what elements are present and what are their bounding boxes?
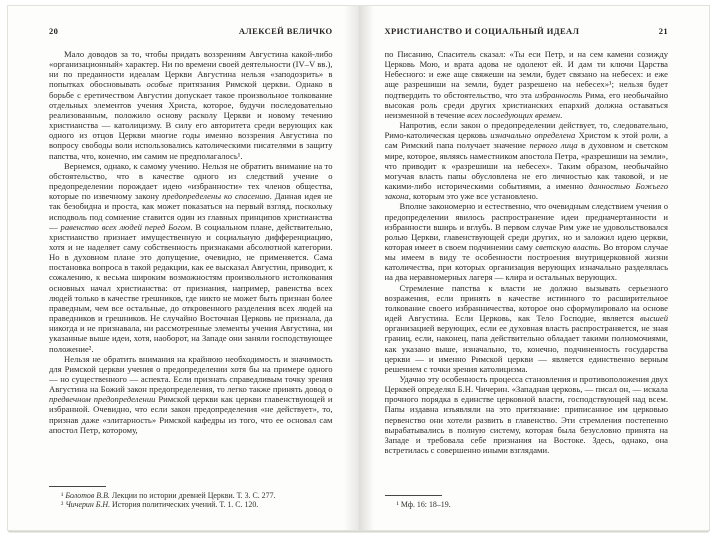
footnote xyxy=(49,491,333,501)
text-run: в духовном и светском мире, которое, являясь наместником апостола Петра, «разрешиши на земли», что приводит к «разрешиши на небесех». Таким образом, необычайно могучая власть папы обусловлена не его личностью как таковой, и не какими-либо историческими событиями, а именно xyxy=(384,140,668,192)
text-run: изначально определена xyxy=(490,130,576,141)
text-run: организацией верующих, если ее духовная власть распространяется, не зная границ, если, наконец, папа действительно обладает такими полномочиями, как указано выше, изначально, то, конечно, подчиненность государства церкви — и именно Римской церкви — является единственно верным решением с точки зрения католицизма. xyxy=(384,323,668,374)
text-run: Римской церкви как церкви главенствующей и избранной. Очевидно, что если закон предопределения «не действует», то, признав даже «элитарность» Римской кафедры из того, что ее основал сам апостол Петр, которому, xyxy=(49,394,333,435)
text-run: избранность xyxy=(534,89,583,100)
footnote xyxy=(385,500,669,510)
footnote xyxy=(49,500,333,510)
text-run: Вполне закономерно и естественно, что очевидным следствием учения о предопределении явилось распространение идеи предначертанности и избранности вширь и вглубь. В первом случае Рим уже не удовольствовался ролью Церкви, главенствующей среди других, но и заложил идею церкви, которая имеет в своем подчинении саму xyxy=(384,201,668,252)
text-run: ¹ xyxy=(61,490,66,500)
text-run: Христом к этой роли, а сам Римский папа получает значение xyxy=(384,130,668,151)
paragraph xyxy=(385,283,669,374)
text-run: равенство всех людей перед Богом xyxy=(60,221,191,232)
footnote-rule xyxy=(49,486,106,487)
page-number-right: 21 xyxy=(658,26,668,36)
text-run: Рима, его необычайно высокая роль среди других христианских епархий должна оставаться неизменной в течение xyxy=(384,89,668,120)
text-run: Удачно эту особенность процесса становления и противоположения двух Церквей определял Б.Н. Чичерин. «Западная церковь, — писал он, — искала прочного порядка в единстве церковной власти, господствующей над всем. Папы издавна изъявляли на это притязание: приписанное им церковью первенство они хотели развить в главенство. Эти стремления постепенно вырабатывались в полную систему, которая была безусловно принята на Западе и требовала себе признания на Востоке. Здесь, однако, она встретилась с совершенно иными взглядами. xyxy=(384,374,668,456)
text-run: Болотов В.В. xyxy=(65,490,110,500)
text-run: Мало доводов за то, чтобы придать воззрениям Августина какой-либо «организационный» характер. Ни по времени своей деятельности (IV–V вв.), ни по преданности идеалам Церкви Августина нельзя «заподозрить» в попытках обосновывать xyxy=(49,49,333,90)
footnote-rule xyxy=(385,495,442,496)
text-run: Лекции по истории древней Церкви. Т. 3. С. 277. xyxy=(109,490,276,500)
text-run: . xyxy=(560,109,563,120)
text-run: Нельзя не обратить внимания на крайнюю необходимость и значимость для Римской церкви учения о предопределении хотя бы на примере одного — но существенного — аспекта. Если признать справедливым точку зрения Августина на Божий закон предопределения, то легко также принять довод о xyxy=(49,353,333,395)
page-right xyxy=(359,6,710,530)
text-run: притязания Римской церкви. Однако в борьбе с еретичеством Августин допускает такое произвольное толкование отдельных элементов учения Христа, которое, будучи последовательно реализованным, положило основу расколу Церкви и новому течению христианства — католицизму. В силу его авторитета среди верующих как одного из отцов Церкви многие годы именно воззрения Августина по вопросу свободы воли использовались католическими писателями в защиту папства, что, конечно, им самим не предполагалось¹. xyxy=(49,79,333,161)
footnote-list-right xyxy=(385,500,669,510)
text-run: Напротив, если закон о предопределении действует, то, следовательно, Римо-католическая церковь xyxy=(384,120,668,141)
running-head-right: ХРИСТИАНСТВО И СОЦИАЛЬНЫЙ ИДЕАЛ xyxy=(384,26,580,36)
paragraph xyxy=(385,120,669,201)
text-run: предвечном предопределении xyxy=(49,394,156,405)
text-run: Чичерин Б.Н. xyxy=(65,500,111,510)
text-run: всех последующих времен xyxy=(467,109,561,120)
paragraph xyxy=(385,374,669,455)
text-run: ¹ Мф. 16: 18–19. xyxy=(396,500,451,510)
page-number-left: 20 xyxy=(49,26,59,36)
text-run: ² xyxy=(61,500,66,510)
paragraph xyxy=(385,201,669,282)
paragraph xyxy=(385,49,669,120)
text-run: особые xyxy=(146,79,173,90)
paragraph xyxy=(49,354,333,435)
text-run: первого лица xyxy=(529,140,578,151)
book-spread xyxy=(7,5,710,531)
page-left xyxy=(8,6,359,530)
footnotes-left xyxy=(49,480,333,510)
text-run: . Во втором случае мы имеем в виду те особенности построения внутрицерковной жизни католичества, при которых организация верующих изначально разделялась на два неравномерных лагеря — клира и остальных верующих. xyxy=(384,241,668,283)
text-run: данностью Божьего закона xyxy=(384,181,668,202)
page-header-right xyxy=(385,26,669,36)
page-header-left xyxy=(49,26,333,36)
text-run: Вернемся, однако, к самому учению. Нельзя не обратить внимание на то обстоятельство, что в качестве одного из следствий учение о предопределении порождает идею «избранности» тех членов общества, которые по извечному закону xyxy=(49,160,333,202)
text-run: . Данная идея не так безобидна и проста, как может показаться на первый взгляд, поскольку исподволь под сомнение ставится один из главных принципов христианства — xyxy=(49,191,333,232)
text-run: светскую власть xyxy=(535,241,599,252)
text-run: , которым это уже все установлено. xyxy=(408,191,538,202)
paragraph xyxy=(49,49,333,161)
text-run: Стремление папства к власти не должно вызывать серьезного возражения, если принять в качестве истинного то расширительное толкование своего избранничества, которое оно сформулировало на основе идей Августина. Если Церковь, как Тело Господне, является xyxy=(384,282,668,324)
footnote-list-left xyxy=(49,491,333,510)
paragraph xyxy=(49,161,333,354)
text-run: по Писанию, Спаситель сказал: «Ты еси Петр, и на сем камени созижду Церковь Мою, и врата адова не одолеют ей. И дам ти ключи Царства Небесного: и еже аще свяжеши на земли, будет связано на небесех: и еже аще разрешиши на земли, будет разрешено на небесех»¹; нельзя будет подтвердить то обстоятельство, что эта xyxy=(384,49,668,100)
text-run: История политических учений. Т. 1. С. 120. xyxy=(110,500,259,510)
text-run: . В социальном плане, действительно, христианство признает имущественную и социальную дифференциацию, хотя и не наделяет саму собственность признаками абсолютной категории. Но в духовном плане это допущение, очевидно, не применяется. Сама постановка вопроса в такой редакции, как ее высказал Августин, приводит, к сожалению, к весьма широким возможностям произвольного истолкования основных начал христианства: от признания, например, равенства всех людей только в качестве грешников, где никто не может быть признан более праведным, чем все остальные, до откровенного разделения всех людей на праведников и грешников. Не случайно Восточная Церковь не признала, да никогда и не признавала, ни рассмотренные элементы учения Августина, ни указанные выше идеи, хотя, наоборот, на Западе они заняли господствующее положение². xyxy=(49,221,333,354)
text-run: высшей xyxy=(640,313,668,324)
page-body-right xyxy=(385,49,669,489)
footnotes-right xyxy=(385,489,669,510)
running-head-left: АЛЕКСЕЙ ВЕЛИЧКО xyxy=(238,26,333,36)
page-body-left xyxy=(49,49,333,480)
text-run: предопределены ко спасению xyxy=(162,191,270,202)
